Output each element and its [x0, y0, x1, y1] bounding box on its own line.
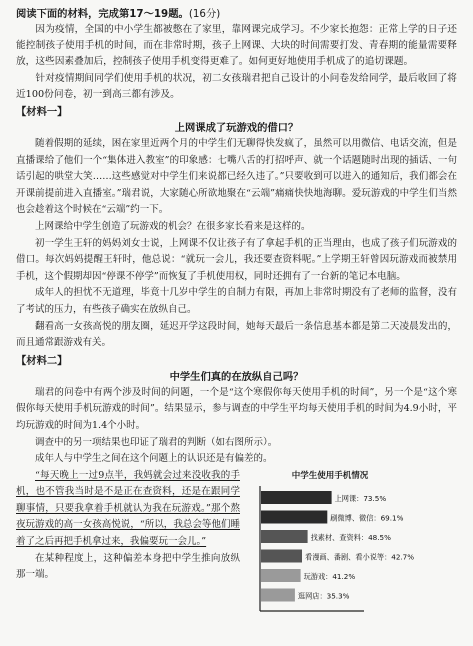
chart-bar [261, 530, 308, 543]
material-2-paragraph-3: 成年人与中学生之间在这个问题上的认识还是有偏差的。 [35, 453, 273, 465]
chart-bar-label: 上网课：73.5% [334, 493, 387, 503]
phone-usage-chart [250, 470, 473, 618]
chart-bar-label: 找素材、查资料：48.5% [310, 532, 391, 542]
chart-title: 中学生使用手机情况 [291, 470, 369, 481]
material-2-left-column [16, 468, 240, 584]
chart-bar-label: 逛网店：35.3% [297, 591, 350, 601]
chart-plot [250, 484, 473, 616]
material-2-quote: “每天晚上一过9点半，我妈就会过来没收我的手机，也不管我当时是不是正在查资料，还是在跟同学聊事情，只要我拿着手机就认为我在玩游戏。”那个熬夜玩游戏的高一女孩高悦说，“所以，我总会等他们睡着了之后再把手机拿过来，我偏要玩一会儿。” [16, 469, 240, 548]
question-score: (16分) [188, 8, 221, 20]
material-1-label: 【材料一】 [16, 106, 68, 119]
intro-paragraph-1: 因为疫情，全国的中小学生都被憋在了家里，靠网课完成学习。不少家长抱怨：正常上学的日子还能控制孩子使用手机的时间，而在非常时期，孩子上网课、大块的时间需要打发、青春期的能量需要释放，这些因素叠加后，控制孩子使用手机变得更难了。如何更好地使用手机成了的追切课题。 [16, 24, 457, 68]
chart-bar [261, 549, 302, 562]
material-1-paragraph-1: 随着假期的延续，困在家里近两个月的中学生们无聊得快发疯了，虽然可以用微信、电话交流，但是直播课给了他们一个“集体进入教室”的印象感：七嘴八舌的打招呼声、就一个话题随时出现的插话、一句话引起的哄堂大笑……这些感觉对中学生们来说都已经久违了。”只要收到可以进入的通知后，我们都会在开课前提前进入直播室。”瑞君说，大家随心所欲地聚在“云端”痛痛快快地海聊。爱玩游戏的中学生们当然也会趁着这个时候在“云端”约一下。 [16, 138, 457, 216]
intro-paragraph-2: 针对疫情期间同学们使用手机的状况，初二女孩瑞君把自己设计的小问卷发给同学，最后收回了将近100份问卷，初一到高三都有涉及。 [16, 72, 457, 100]
material-2-label: 【材料二】 [16, 354, 68, 367]
material-2-paragraph-2: 调查中的另一项结果也印证了瑞君的判断（如右图所示）。 [35, 436, 278, 448]
question-instruction: 阅读下面的材料，完成第17～19题。 [16, 8, 189, 20]
material-2-paragraph-1: 瑞君的问卷中有两个涉及时间的问题，一个是“这个寒假你每天使用手机的时间”，另一个是“这个寒假你每天使用手机玩游戏的时间”。结果显示，参与调查的中学生平均每天使用手机的时间为4.9小时，平均玩游戏的时间为1.4个小时。 [16, 386, 457, 431]
material-1-paragraph-4: 成年人的担忧不无道理，毕竟十几岁中学生的自制力有限，再加上非常时期没有了老师的监督，没有了考试的压力，有些孩子确实在放纵自己。 [16, 287, 457, 315]
chart-bar-label: 看漫画、番剧、看小说等：42.7% [305, 552, 415, 562]
chart-bar-label: 刷微博、微信：69.1% [330, 513, 404, 523]
chart-bar-label: 玩游戏：41.2% [303, 571, 356, 581]
material-1-paragraph-2: 上网课给中学生创造了玩游戏的机会？在很多家长看来是这样的。 [35, 220, 311, 232]
chart-bar [261, 510, 327, 523]
material-2-bottom-section [16, 468, 457, 618]
material-2-title: 中学生们真的在放纵自己吗？ [169, 370, 304, 383]
chart-bar [261, 588, 295, 601]
question-heading [16, 6, 457, 22]
chart-bar [261, 491, 332, 504]
material-1-paragraph-5: 翻看高一女孩高悦的朋友圈，延迟开学这段时间，她每天最后一条信息基本都是第二天凌晨发出的，而且通常跟游戏有关。 [16, 320, 457, 349]
chart-bar [261, 569, 301, 582]
material-1-paragraph-3: 初一学生王轩的妈妈刘女士说，上网课不仅让孩子有了拿起手机的正当理由，也成了孩子们玩游戏的借口。每次妈妈提醒王轩时，他总说：“就玩一会儿，我还要查资料呢。”上学期王轩曾因玩游戏而被禁用手机，这个假期却因“停课不停学”而恢复了手机使用权，同时还拥有了一台新的笔记本电脑。 [16, 237, 457, 282]
material-1-title: 上网课成了玩游戏的借口？ [174, 122, 299, 135]
material-2-paragraph-4: 在某种程度上，这种偏差本身把中学生推向放纵那一端。 [16, 552, 240, 581]
